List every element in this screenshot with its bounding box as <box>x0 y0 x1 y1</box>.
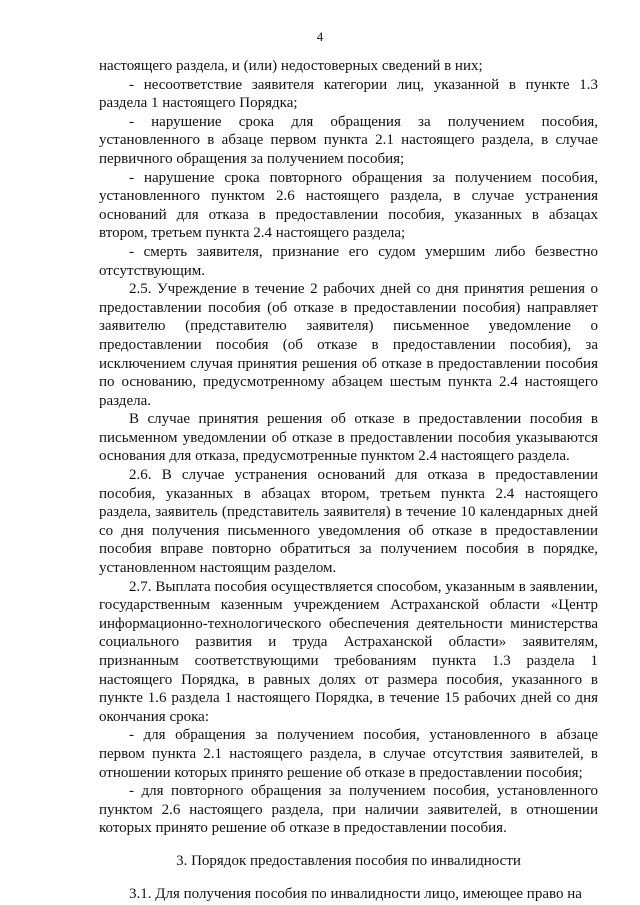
paragraph-2-5-refusal-notice: В случае принятия решения об отказе в предоставлении пособия в письменном уведомлении об отказе в предоставлении пособия указываются основания для отказа, предусмотренные пунктом 2.4 настоящего раздела. <box>99 411 598 465</box>
paragraph-refusal-reason-repeat-deadline: - нарушение срока повторного обращения за получением пособия, установленного пунктом 2.6 настоящего раздела, в случае устранения оснований для отказа в предоставлении пособия, указанных в абзацах втором, третьем пункта 2.4 настоящего раздела; <box>99 169 598 242</box>
document-body <box>99 57 598 903</box>
paragraph-2-7: 2.7. Выплата пособия осуществляется способом, указанным в заявлении, государственным казенным учреждением Астраханской области «Центр информационно-технологического обеспечения деятельности министерства социального развития и труда Астраханской области» заявителям, признанным соответствующими требованиям пункта 1.3 раздела 1 настоящего Порядка, в равных долях от размера пособия, указанного в пункте 1.6 раздела 1 настоящего Порядка, в течение 15 рабочих дней со дня окончания срока: <box>99 578 598 725</box>
paragraph-refusal-reason-deadline: - нарушение срока для обращения за получением пособия, установленного в абзаце первом пункта 2.1 настоящего раздела, в случае первичного обращения за получением пособия; <box>99 113 598 167</box>
paragraph-2-5: 2.5. Учреждение в течение 2 рабочих дней со дня принятия решения о предоставлении пособия (об отказе в предоставлении пособия) направляет заявителю (представителю заявителя) письменное уведомление о предоставлении пособия (об отказе в предоставлении пособия), за исключением случая принятия решения об отказе в предоставлении пособия по основанию, предусмотренному абзацем шестым пункта 2.4 настоящего раздела. <box>99 281 598 409</box>
page-number: 4 <box>316 29 324 44</box>
paragraph-refusal-reason-category: - несоответствие заявителя категории лиц, указанной в пункте 1.3 раздела 1 настоящего Порядка; <box>99 76 598 112</box>
paragraph-continuation: настоящего раздела, и (или) недостоверных сведений в них; <box>99 58 483 74</box>
paragraph-3-1: 3.1. Для получения пособия по инвалидности лицо, имеющее право на <box>129 885 582 902</box>
paragraph-2-7-first-case: - для обращения за получением пособия, установленного в абзаце первом пункта 2.1 настоящего раздела, в случае отсутствия заявителей, в отношении которых принято решение об отказе в предоставлении пособия; <box>99 727 598 781</box>
paragraph-2-6: 2.6. В случае устранения оснований для отказа в предоставлении пособия, указанных в абзацах втором, третьем пункта 2.4 настоящего раздела, заявитель (представитель заявителя) в течение 10 календарных дней со дня получения письменного уведомления об отказе в предоставлении пособия вправе повторно обратиться за получением пособия в порядке, установленном настоящим разделом. <box>99 467 598 577</box>
paragraph-refusal-reason-death: - смерть заявителя, признание его судом умершим либо безвестно отсутствующим. <box>99 243 598 279</box>
section-3-heading: 3. Порядок предоставления пособия по инвалидности <box>176 852 521 869</box>
paragraph-2-7-second-case: - для повторного обращения за получением пособия, установленного пунктом 2.6 настоящего раздела, при наличии заявителей, в отношении которых принято решение об отказе в предоставлении пособия. <box>99 783 598 837</box>
